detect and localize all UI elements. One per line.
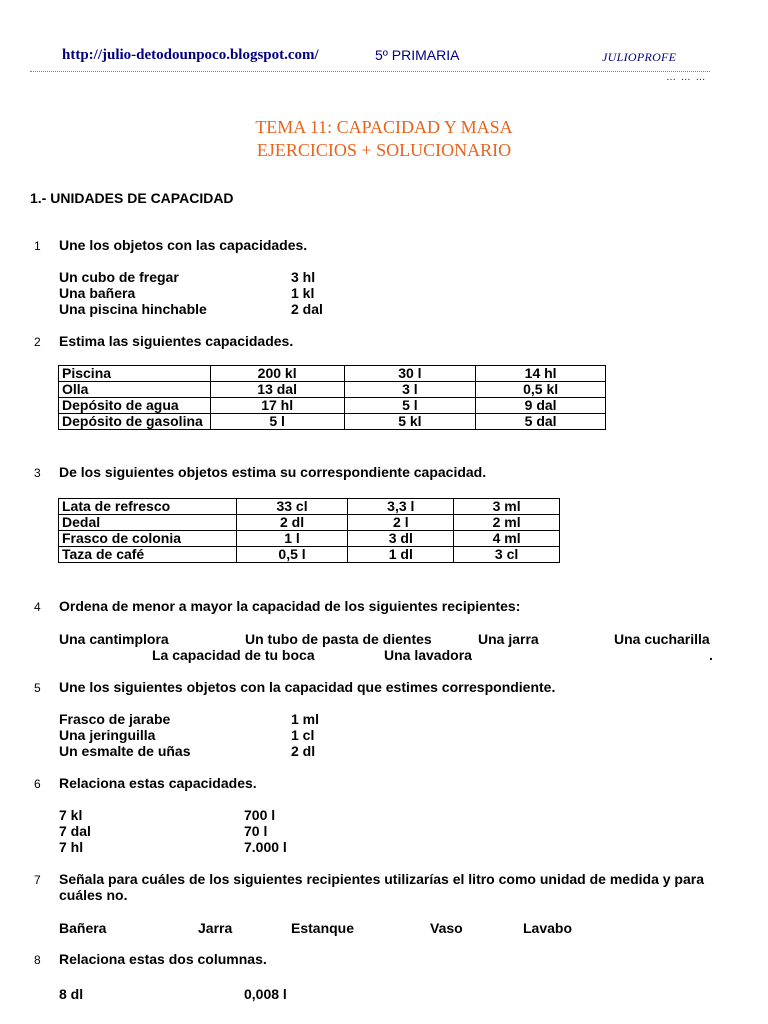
exercise-5-item: Un esmalte de uñas bbox=[59, 743, 191, 759]
exercise-number: 6 bbox=[34, 777, 41, 791]
exercise-3-table bbox=[58, 498, 560, 563]
exercise-number: 2 bbox=[34, 335, 41, 349]
exercise-6-value: 700 l bbox=[244, 807, 276, 823]
header-dots: … … … bbox=[666, 72, 707, 83]
exercise-1-value: 1 kl bbox=[291, 285, 315, 301]
exercise-6-value: 7.000 l bbox=[244, 839, 287, 855]
exercise-5-value: 1 cl bbox=[291, 727, 315, 743]
table-cell: 5 l bbox=[344, 398, 476, 414]
exercise-7-prompt-cont: cuáles no. bbox=[59, 887, 128, 903]
table-cell: Lata de refresco bbox=[59, 499, 237, 515]
table-cell: 3 cl bbox=[454, 547, 560, 563]
table-row bbox=[59, 515, 560, 531]
exercise-number: 7 bbox=[34, 873, 41, 887]
exercise-7-item: Jarra bbox=[198, 920, 233, 936]
author-name: JULIOPROFE bbox=[602, 50, 677, 64]
exercise-6-item: 7 dal bbox=[59, 823, 91, 839]
table-cell: Dedal bbox=[59, 515, 237, 531]
table-row bbox=[59, 366, 606, 382]
table-cell: 33 cl bbox=[236, 499, 348, 515]
table-cell: 3,3 l bbox=[348, 499, 454, 515]
exercise-4-end-mark: . bbox=[709, 647, 713, 663]
section-heading: 1.- UNIDADES DE CAPACIDAD bbox=[30, 190, 234, 206]
table-cell: Olla bbox=[59, 382, 211, 398]
exercise-4-item: Un tubo de pasta de dientes bbox=[245, 631, 432, 647]
exercise-5-value: 1 ml bbox=[291, 711, 320, 727]
exercise-number: 4 bbox=[34, 600, 41, 614]
table-cell: 1 l bbox=[236, 531, 348, 547]
exercise-6-item: 7 kl bbox=[59, 807, 83, 823]
exercise-7-item: Estanque bbox=[291, 920, 355, 936]
table-cell: 13 dal bbox=[210, 382, 344, 398]
exercise-1-item: Una piscina hinchable bbox=[59, 301, 207, 317]
table-row bbox=[59, 414, 606, 430]
table-cell: Frasco de colonia bbox=[59, 531, 237, 547]
exercise-4-prompt: Ordena de menor a mayor la capacidad de los siguientes recipientes: bbox=[59, 598, 521, 614]
header-divider bbox=[30, 71, 710, 72]
page-subtitle: EJERCICIOS + SOLUCIONARIO bbox=[256, 140, 512, 160]
exercise-4-item: Una cantimplora bbox=[59, 631, 169, 647]
exercise-4-item: Una lavadora bbox=[384, 647, 472, 663]
table-cell: Piscina bbox=[59, 366, 211, 382]
table-cell: 5 kl bbox=[344, 414, 476, 430]
exercise-1-prompt: Une los objetos con las capacidades. bbox=[59, 237, 308, 253]
exercise-1-item: Un cubo de fregar bbox=[59, 269, 179, 285]
exercise-7-item: Lavabo bbox=[523, 920, 573, 936]
exercise-number: 3 bbox=[34, 466, 41, 480]
exercise-5-item: Una jeringuilla bbox=[59, 727, 156, 743]
exercise-4-item: La capacidad de tu boca bbox=[152, 647, 315, 663]
table-row bbox=[59, 398, 606, 414]
exercise-8-prompt: Relaciona estas dos columnas. bbox=[59, 951, 267, 967]
table-cell: 3 dl bbox=[348, 531, 454, 547]
exercise-8-value: 0,008 l bbox=[244, 986, 287, 1002]
table-cell: Depósito de agua bbox=[59, 398, 211, 414]
table-cell: Taza de café bbox=[59, 547, 237, 563]
table-row bbox=[59, 499, 560, 515]
table-cell: 2 dl bbox=[236, 515, 348, 531]
table-cell: 200 kl bbox=[210, 366, 344, 382]
exercise-number: 8 bbox=[34, 953, 41, 967]
exercise-3-prompt: De los siguientes objetos estima su correspondiente capacidad. bbox=[59, 464, 487, 480]
exercise-number: 1 bbox=[34, 239, 41, 253]
exercise-6-prompt: Relaciona estas capacidades. bbox=[59, 775, 257, 791]
exercise-6-value: 70 l bbox=[244, 823, 268, 839]
grade-level: 5º PRIMARIA bbox=[375, 47, 460, 63]
exercise-7-item: Bañera bbox=[59, 920, 107, 936]
exercise-6-item: 7 hl bbox=[59, 839, 84, 855]
exercise-5-value: 2 dl bbox=[291, 743, 316, 759]
exercise-4-item: Una cucharilla bbox=[614, 631, 710, 647]
table-cell: 2 l bbox=[348, 515, 454, 531]
table-cell: 14 hl bbox=[476, 366, 606, 382]
table-cell: 0,5 l bbox=[236, 547, 348, 563]
exercise-5-prompt: Une los siguientes objetos con la capacidad que estimes correspondiente. bbox=[59, 679, 556, 695]
exercise-1-value: 2 dal bbox=[291, 301, 323, 317]
table-cell: 9 dal bbox=[476, 398, 606, 414]
table-cell: 0,5 kl bbox=[476, 382, 606, 398]
table-cell: 30 l bbox=[344, 366, 476, 382]
blog-url-link[interactable]: http://julio-detodounpoco.blogspot.com/ bbox=[62, 47, 319, 63]
exercise-number: 5 bbox=[34, 681, 41, 695]
table-cell: 2 ml bbox=[454, 515, 560, 531]
exercise-7-item: Vaso bbox=[430, 920, 463, 936]
exercise-1-item: Una bañera bbox=[59, 285, 136, 301]
table-row bbox=[59, 382, 606, 398]
exercise-8-item: 8 dl bbox=[59, 986, 84, 1002]
table-cell: 1 dl bbox=[348, 547, 454, 563]
table-cell: 5 l bbox=[210, 414, 344, 430]
exercise-7-prompt: Señala para cuáles de los siguientes recipientes utilizarías el litro como unidad de medida y para bbox=[59, 871, 704, 887]
exercise-5-item: Frasco de jarabe bbox=[59, 711, 171, 727]
table-cell: Depósito de gasolina bbox=[59, 414, 211, 430]
exercise-4-item: Una jarra bbox=[478, 631, 539, 647]
page-title: TEMA 11: CAPACIDAD Y MASA bbox=[255, 117, 513, 137]
table-cell: 5 dal bbox=[476, 414, 606, 430]
exercise-2-prompt: Estima las siguientes capacidades. bbox=[59, 333, 294, 349]
table-cell: 17 hl bbox=[210, 398, 344, 414]
table-row bbox=[59, 547, 560, 563]
table-cell: 3 l bbox=[344, 382, 476, 398]
table-cell: 4 ml bbox=[454, 531, 560, 547]
exercise-1-value: 3 hl bbox=[291, 269, 316, 285]
exercise-2-table bbox=[58, 365, 606, 430]
table-cell: 3 ml bbox=[454, 499, 560, 515]
table-row bbox=[59, 531, 560, 547]
